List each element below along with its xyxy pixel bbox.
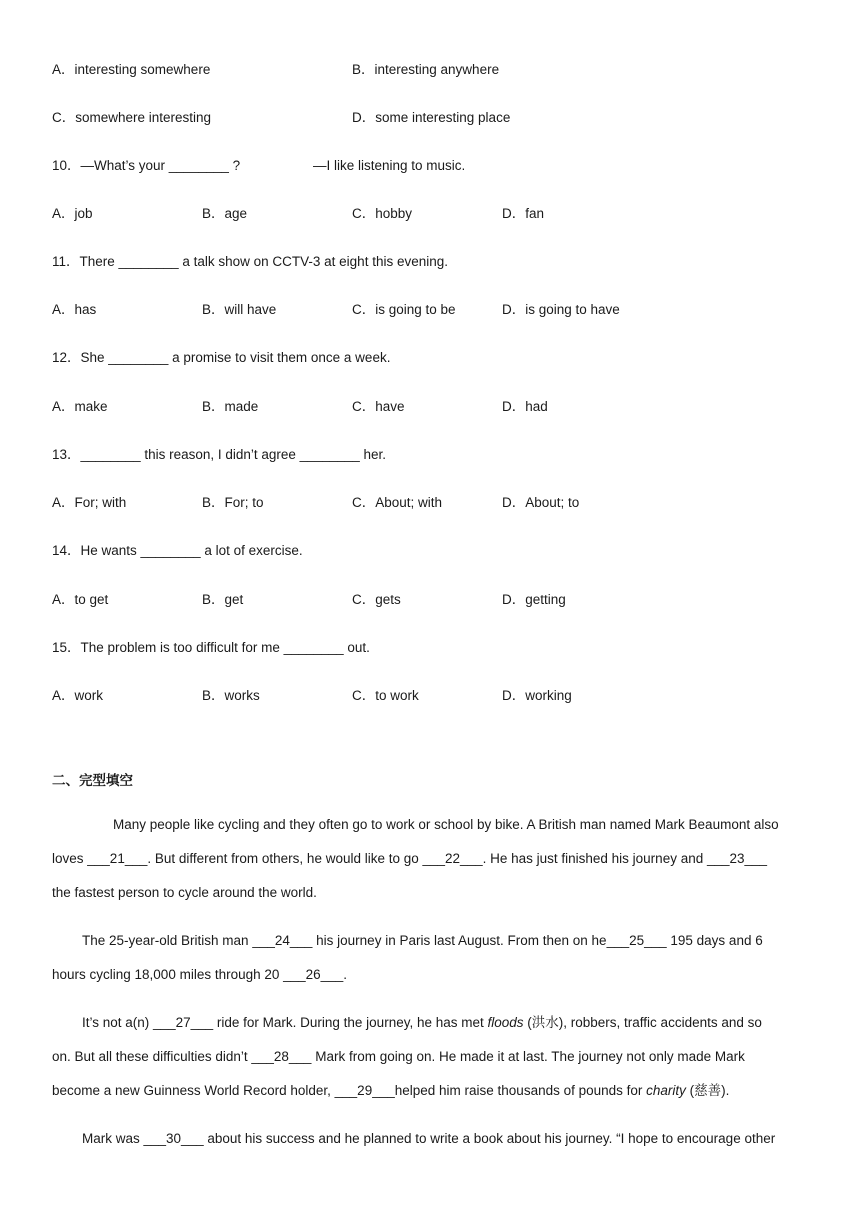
blank-28[interactable]: ___28___	[251, 1049, 312, 1064]
q14-stem: 14．He wants ________ a lot of exercise.	[52, 543, 303, 558]
q11-option-d: D．is going to have	[502, 302, 620, 317]
text: hours cycling 18,000 miles through 20	[52, 967, 284, 982]
blank-29[interactable]: ___29___	[334, 1083, 395, 1098]
q14-option-b: B．get	[202, 592, 244, 607]
q13-option-b: B．For; to	[202, 495, 264, 510]
text: (洪水), robbers, traffic accidents and so	[523, 1015, 762, 1030]
q11-stem: 11．There ________ a talk show on CCTV-3 at eight this evening.	[52, 254, 448, 269]
text: It’s not a(n)	[82, 1015, 154, 1030]
text: (慈善).	[685, 1083, 730, 1098]
text: about his success and he planned to write a book about his journey. “I hope to encourage other	[203, 1131, 776, 1146]
passage-p2-line1	[82, 932, 842, 950]
q10-stem: 10．—What’s your ________ ?	[52, 158, 241, 173]
q12-option-d: D．had	[502, 399, 548, 414]
q14-option-c: C．gets	[352, 592, 401, 607]
passage-p2-line2	[52, 966, 812, 984]
blank-23[interactable]: ___23___	[706, 851, 768, 866]
text: .	[343, 967, 347, 982]
text: helped him raise thousands of pounds for	[394, 1083, 647, 1098]
blank-30[interactable]: ___30___	[143, 1131, 204, 1146]
text: Mark was	[82, 1131, 144, 1146]
blank-25[interactable]: ___25___	[606, 933, 667, 948]
q12-option-a: A．make	[52, 399, 108, 414]
text: The 25-year-old British man	[82, 933, 253, 948]
text: . But different from others, he would like to go	[147, 851, 423, 866]
passage-p3-line2	[52, 1048, 812, 1066]
charity-word: charity	[646, 1083, 686, 1098]
text: ride for Mark. During the journey, he has met	[213, 1015, 488, 1030]
passage-p1-line2	[52, 850, 812, 868]
blank-26[interactable]: ___26___	[283, 967, 344, 982]
q10-option-c: C．hobby	[352, 206, 413, 221]
q13-option-a: A．For; with	[52, 495, 127, 510]
passage-p3-line3	[52, 1082, 812, 1100]
blank-24[interactable]: ___24___	[252, 933, 313, 948]
q12-option-b: B．made	[202, 399, 259, 414]
q10-option-b: B．age	[202, 206, 248, 221]
blank-27[interactable]: ___27___	[153, 1015, 214, 1030]
q13-option-d: D．About; to	[502, 495, 580, 510]
q11-option-a: A．has	[52, 302, 97, 317]
q13-stem: 13．________ this reason, I didn’t agree ________ her.	[52, 447, 387, 462]
floods-word: floods	[487, 1015, 524, 1030]
section-heading-cloze: 二、完型填空	[52, 773, 133, 788]
q15-stem: 15．The problem is too difficult for me ________ out.	[52, 640, 370, 655]
text: loves	[52, 851, 88, 866]
passage-p3-line1	[82, 1014, 842, 1032]
q15-option-d: D．working	[502, 688, 572, 703]
q10-option-d: D．fan	[502, 206, 545, 221]
q9-option-d: D．some interesting place	[352, 110, 511, 125]
q9-option-a: A．interesting somewhere	[52, 62, 211, 77]
q10-reply: —I like listening to music.	[313, 158, 466, 173]
q10-option-a: A．job	[52, 206, 93, 221]
q11-option-c: C．is going to be	[352, 302, 456, 317]
text: become a new Guinness World Record holder,	[52, 1083, 335, 1098]
passage-p1-line3: the fastest person to cycle around the world.	[52, 885, 317, 900]
q9-option-c: C．somewhere interesting	[52, 110, 212, 125]
q14-option-d: D．getting	[502, 592, 566, 607]
q15-option-b: B．works	[202, 688, 260, 703]
q13-option-c: C．About; with	[352, 495, 443, 510]
text: . He has just finished his journey and	[482, 851, 707, 866]
q15-option-a: A．work	[52, 688, 104, 703]
text: his journey in Paris last August. From then on he	[312, 933, 607, 948]
q12-option-c: C．have	[352, 399, 405, 414]
q15-option-c: C．to work	[352, 688, 419, 703]
text: Mark from going on. He made it at last. The journey not only made Mark	[311, 1049, 745, 1064]
q9-option-b: B．interesting anywhere	[352, 62, 500, 77]
q12-stem: 12．She ________ a promise to visit them once a week.	[52, 350, 391, 365]
passage-p4-line1	[82, 1130, 842, 1148]
text: on. But all these difficulties didn’t	[52, 1049, 252, 1064]
blank-22[interactable]: ___22___	[422, 851, 483, 866]
text: 195 days and 6	[666, 933, 763, 948]
passage-p1-line1: Many people like cycling and they often go to work or school by bike. A British man named Mark Beaumont also	[113, 817, 779, 832]
q14-option-a: A．to get	[52, 592, 109, 607]
q11-option-b: B．will have	[202, 302, 277, 317]
blank-21[interactable]: ___21___	[87, 851, 148, 866]
